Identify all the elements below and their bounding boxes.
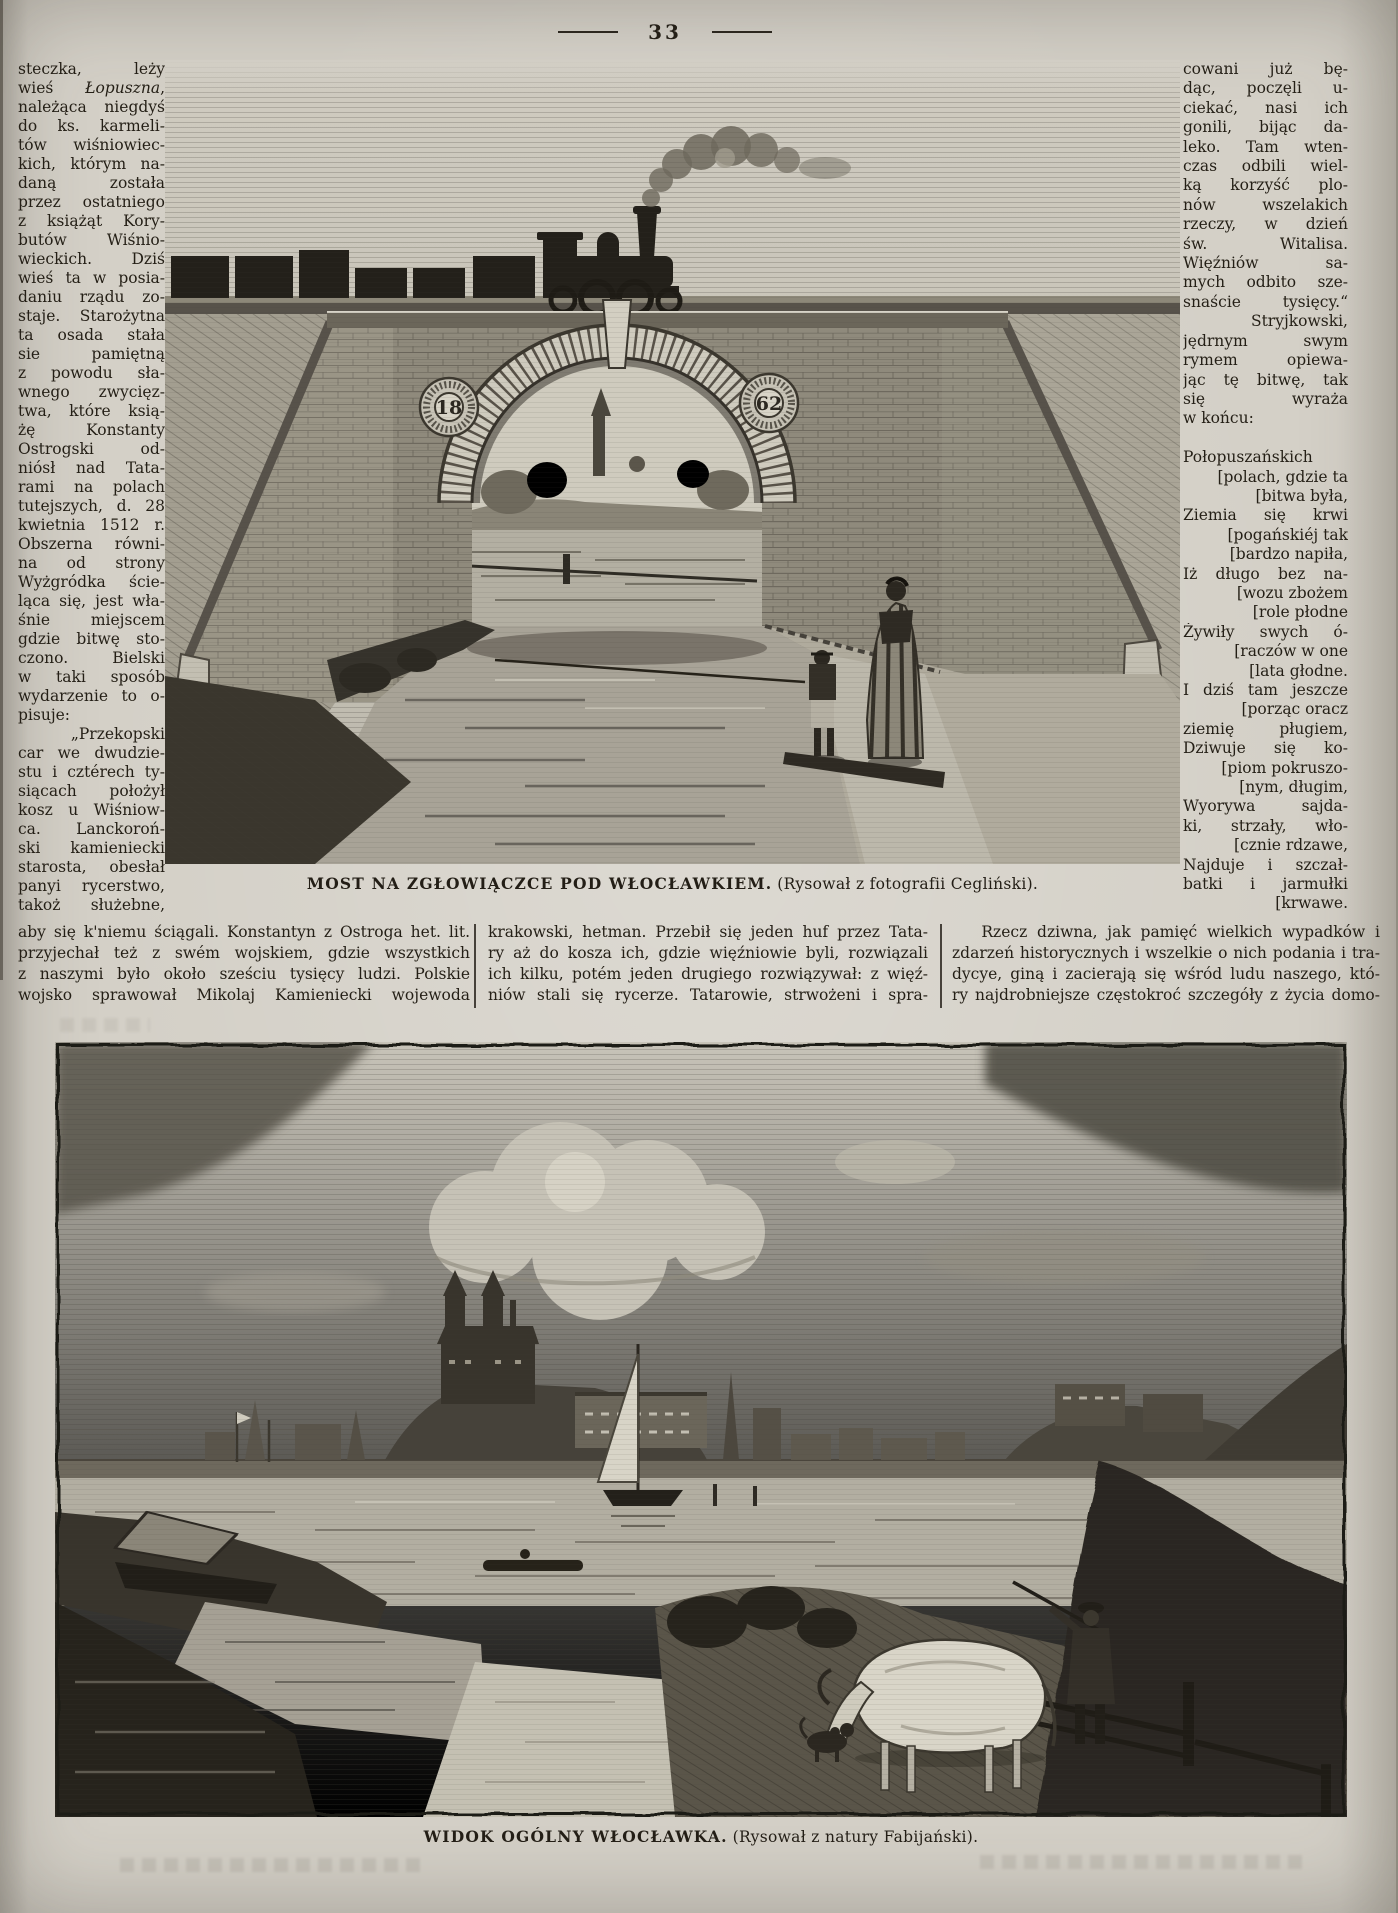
text-line: rami na polach (18, 478, 165, 496)
text-line: sie pamiętną (18, 345, 165, 363)
text-line: żę Konstanty (18, 421, 165, 439)
svg-text:18: 18 (435, 397, 463, 419)
right-text-column (1183, 60, 1348, 914)
header-rule-right (712, 31, 772, 33)
bridge-engraving (165, 60, 1180, 864)
text-line: ta osada stała (18, 326, 165, 344)
text-line: daną została (18, 174, 165, 192)
text-line: ką korzyść plo- (1183, 176, 1348, 195)
text-line: [raczów w one (1234, 642, 1348, 661)
column-rule (940, 924, 942, 1008)
text-line: gdzie bitwę sto- (18, 630, 165, 648)
text-line: leko. Tam wten- (1183, 137, 1348, 156)
bridge-caption (165, 874, 1180, 893)
text-line: niów stali się rycerze. Tatarowie, strwożeni i spra- (488, 986, 928, 1004)
text-line: siącach położył (18, 782, 165, 800)
text-line: gonili, bijąc da- (1183, 118, 1348, 137)
text-line: aby się k'niemu ściągali. Konstantyn z Ostroga het. lit. (18, 923, 470, 941)
page-header (0, 20, 1330, 44)
panorama-scene (55, 1042, 1347, 1817)
bleed-through-smudge (120, 1858, 420, 1872)
text-line: I dziś tam jeszcze (1183, 681, 1348, 699)
text-line: [bardzo napiła, (1229, 545, 1348, 564)
text-line: cowani już bę- (1183, 60, 1348, 78)
text-line: [piom pokruszo- (1221, 758, 1348, 777)
text-line: w końcu: (1183, 409, 1254, 428)
panorama-caption-title: WIDOK OGÓLNY WŁOCŁAWKA. (423, 1827, 728, 1846)
text-line: nów wszelakich (1183, 195, 1348, 214)
text-line: Rzecz dziwna, jak pamięć wielkich wypadków i (952, 923, 1380, 941)
text-line: kwietnia 1512 r. (18, 516, 165, 534)
text-line: ski kamieniecki (18, 839, 165, 857)
text-line: [cznie rdzawe, (1233, 836, 1348, 855)
panorama-caption (55, 1827, 1347, 1846)
page-number: 33 (648, 20, 682, 44)
text-line: Stryjkowski, (1183, 312, 1348, 331)
bridge-caption-credit: (Rysował z fotografii Cegliński). (777, 875, 1039, 893)
text-line: ich kilku, potém jeden drugiego rozwiązywał: z więź- (488, 965, 928, 983)
text-line: [porząc oracz (1241, 700, 1348, 719)
column-rule (474, 924, 476, 1008)
text-line: wydarzenie to o- (18, 687, 165, 705)
text-line: jąc tę bitwę, tak (1183, 370, 1348, 389)
svg-text:62: 62 (755, 393, 783, 415)
text-line: wojsko sprawował Mikolaj Kamieniecki wojewoda (18, 986, 470, 1004)
text-line: Ostrogski od- (18, 440, 165, 458)
text-line: śnie miejscem (18, 611, 165, 629)
text-line: [krwawe. (1275, 894, 1348, 913)
panorama-engraving (55, 1042, 1347, 1817)
text-line: Obszerna równi- (18, 535, 165, 553)
text-line: [pogańskiéj tak (1227, 525, 1348, 544)
text-line: snaście tysięcy.“ (1183, 292, 1348, 311)
text-line: staje. Starożytna (18, 307, 165, 325)
bleed-through-smudge (60, 1018, 150, 1032)
text-line: twa, które ksią- (18, 402, 165, 420)
band-column-1 (18, 922, 470, 1006)
bridge-caption-title: MOST NA ZGŁOWIĄCZCE POD WŁOCŁAWKIEM. (306, 874, 773, 893)
text-line: Połopuszańskich (1183, 448, 1313, 467)
text-line: ki, strzały, wło- (1183, 816, 1348, 835)
text-line: z książąt Kory- (18, 212, 165, 230)
text-line: panyi rycerstwo, (18, 877, 165, 895)
text-line: kich, którym na- (18, 155, 165, 173)
text-line: dąc, poczęli u- (1183, 79, 1348, 98)
text-line: kosz u Wiśniow- (18, 801, 165, 819)
text-line: wieś ta w posia- (18, 269, 165, 287)
text-line: ca. Lanckoroń- (18, 820, 165, 838)
text-line: ry aż do kosza ich, gdzie więźniowie byli, rozwiązali (488, 944, 928, 962)
band-column-3 (952, 922, 1380, 1006)
text-line: przyjechał też z swém wojskiem, gdzie wszystkich (18, 944, 470, 962)
text-line: [role płodne (1252, 603, 1348, 622)
text-line: Żywiły swych ó- (1183, 622, 1348, 641)
band-column-2 (488, 922, 928, 1006)
text-line: pisuje: (18, 706, 71, 724)
text-line: ry najdrobniejsze częstokroć szczegóły z życia domo- (952, 986, 1380, 1004)
text-line: Wyżgródka ście- (18, 573, 165, 591)
text-line: Najduje i szczał- (1183, 855, 1348, 874)
text-line: takoż służebne, (18, 896, 165, 914)
text-line: ciekać, nasi ich (1183, 98, 1348, 117)
text-line: krakowski, hetman. Przebił się jeden huf przez Tata- (488, 923, 928, 941)
text-line: [polach, gdzie ta (1217, 467, 1348, 486)
text-line: [wozu zbożem (1236, 583, 1348, 602)
left-text-column (18, 60, 165, 915)
text-line: wieś Łopuszna, (18, 79, 165, 97)
text-line: stu i cztérech ty- (18, 763, 165, 781)
text-line: do ks. karmeli- (18, 117, 165, 135)
header-rule-left (558, 31, 618, 33)
panorama-caption-credit: (Rysował z natury Fabijański). (732, 1828, 979, 1846)
text-line: „Przekopski (18, 725, 165, 743)
text-line: mych odbito sze- (1183, 273, 1348, 292)
text-line: jędrnym swym (1183, 331, 1348, 350)
text-line: z powodu sła- (18, 364, 165, 382)
text-line: rzeczy, w dzień (1183, 215, 1348, 234)
text-line: [bitwa była, (1255, 486, 1348, 505)
text-line: butów Wiśnio- (18, 231, 165, 249)
text-line: Wyorywa sajda- (1183, 797, 1348, 816)
text-line: ziemię pługiem, (1183, 719, 1348, 738)
text-line: niósł nad Tata- (18, 459, 165, 477)
text-line: Iż długo bez na- (1183, 564, 1348, 583)
text-line: tutejszych, d. 28 (18, 497, 165, 515)
text-line: czono. Bielski (18, 649, 165, 667)
text-line: zdarzeń historycznych i wszelkie o nich podania i tra- (952, 944, 1380, 962)
text-line: [nym, długim, (1239, 778, 1348, 797)
text-line: dycye, giną i zacierają się wśród ludu naszego, któ- (952, 965, 1380, 983)
text-line: Więźniów sa- (1183, 254, 1348, 273)
text-line: na od strony (18, 554, 165, 572)
text-line: w taki sposób (18, 668, 165, 686)
text-line: przez ostatniego (18, 193, 165, 211)
text-line: należąca niegdyś (18, 98, 165, 116)
text-line: rymem opiewa- (1183, 351, 1348, 370)
text-line: daniu rządu zo- (18, 288, 165, 306)
text-line: się wyraża (1183, 389, 1348, 408)
text-line: z naszymi było około sześciu tysięcy ludzi. Polskie (18, 965, 470, 983)
text-line: wieckich. Dziś (18, 250, 165, 268)
text-line: tów wiśniowiec- (18, 136, 165, 154)
text-line: [lata głodne. (1249, 661, 1348, 680)
bridge-scene (165, 60, 1180, 864)
text-line: św. Witalisa. (1183, 234, 1348, 253)
text-line (1183, 429, 1348, 448)
text-line: ląca się, jest wła- (18, 592, 165, 610)
text-line: starosta, obesłał (18, 858, 165, 876)
bleed-through-smudge (980, 1855, 1310, 1869)
text-line: Ziemia się krwi (1183, 506, 1348, 525)
text-line: wnego zwycięz- (18, 383, 165, 401)
text-line: czas odbili wiel- (1183, 157, 1348, 176)
text-line: Dziwuje się ko- (1183, 739, 1348, 758)
text-line: batki i jarmułki (1183, 875, 1348, 894)
text-line: car we dwudzie- (18, 744, 165, 762)
text-line: steczka, leży (18, 60, 165, 78)
